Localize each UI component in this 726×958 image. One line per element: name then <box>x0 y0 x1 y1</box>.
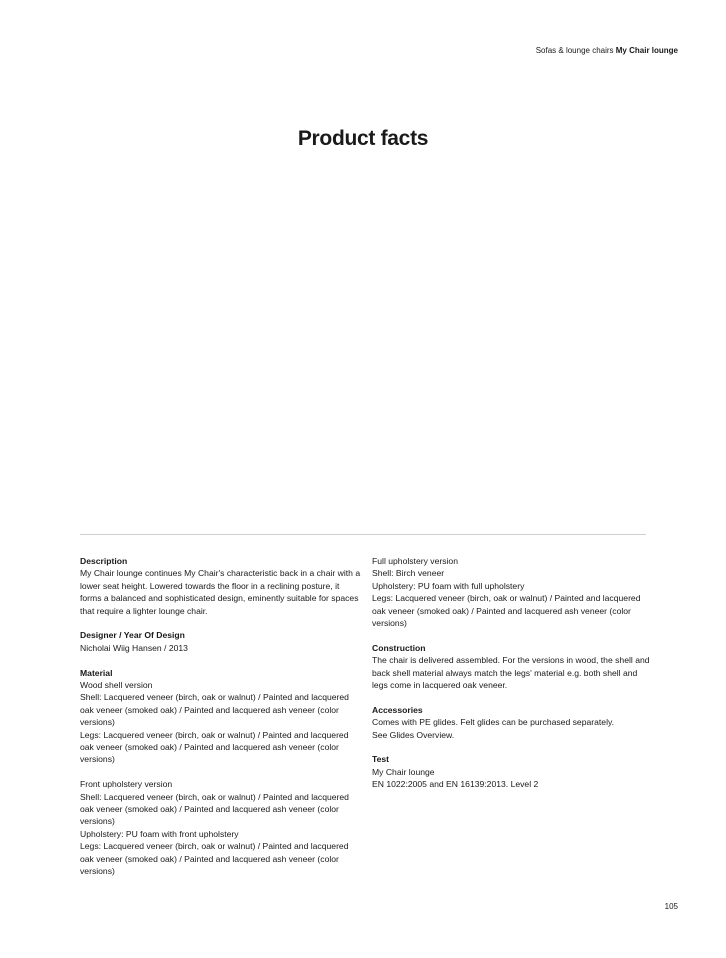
material-front-title: Front upholstery version <box>80 779 173 790</box>
test-product: My Chair lounge <box>372 766 435 777</box>
full-upholstery-upholstery: Upholstery: PU foam with full upholstery <box>372 580 525 591</box>
designer-heading: Designer / Year Of Design <box>80 630 185 641</box>
description-section <box>80 555 362 617</box>
material-front-section <box>80 778 362 877</box>
material-front-upholstery: Upholstery: PU foam with front upholstery <box>80 828 239 839</box>
material-wood-legs: Legs: Lacquered veneer (birch, oak or walnut) / Painted and lacquered oak veneer (smoked oak) / Painted and lacquered ash veneer (color versions) <box>80 729 349 765</box>
accessories-section <box>372 704 654 741</box>
designer-text: Nicholai Wiig Hansen / 2013 <box>80 642 188 653</box>
test-standard: EN 1022:2005 and EN 16139:2013. Level 2 <box>372 779 539 790</box>
description-text: My Chair lounge continues My Chair's characteristic back in a chair with a lower seat height. Lowered towards the floor in a reclining posture, it forms a balanced and sophisticated design, eminently suitable for spaces that require a lighter lounge chair. <box>80 568 361 616</box>
full-upholstery-shell: Shell: Birch veneer <box>372 568 445 579</box>
breadcrumb-category: Sofas & lounge chairs <box>535 46 614 55</box>
material-wood-title: Wood shell version <box>80 680 153 691</box>
test-heading: Test <box>372 754 390 765</box>
construction-heading: Construction <box>372 642 426 653</box>
breadcrumb-product: My Chair lounge <box>615 46 678 55</box>
accessories-heading: Accessories <box>372 704 423 715</box>
accessories-text: Comes with PE glides. Felt glides can be purchased separately. <box>372 717 615 728</box>
designer-section <box>80 629 362 654</box>
material-heading: Material <box>80 667 113 678</box>
test-section <box>372 753 654 790</box>
section-divider <box>80 534 646 535</box>
left-column <box>80 555 362 890</box>
breadcrumb <box>536 46 678 55</box>
construction-section <box>372 642 654 692</box>
page-title: Product facts <box>297 127 429 150</box>
full-upholstery-section <box>372 555 654 629</box>
full-upholstery-title: Full upholstery version <box>372 556 458 566</box>
right-column <box>372 555 654 803</box>
material-wood-shell: Shell: Lacquered veneer (birch, oak or walnut) / Painted and lacquered oak veneer (smoked oak) / Painted and lacquered ash veneer (color versions) <box>80 692 349 728</box>
full-upholstery-legs: Legs: Lacquered veneer (birch, oak or walnut) / Painted and lacquered oak veneer (smoked oak) / Painted and lacquered ash veneer (color versions) <box>372 593 641 629</box>
accessories-link: See Glides Overview. <box>372 729 455 740</box>
page-number: 105 <box>664 902 678 911</box>
description-heading: Description <box>80 556 128 566</box>
construction-text: The chair is delivered assembled. For the versions in wood, the shell and back shell material always match the legs' material e.g. both shell and legs come in lacquered oak veneer. <box>372 655 650 691</box>
material-front-shell: Shell: Lacquered veneer (birch, oak or walnut) / Painted and lacquered oak veneer (smoked oak) / Painted and lacquered ash veneer (color versions) <box>80 791 349 827</box>
material-section <box>80 667 362 766</box>
material-front-legs: Legs: Lacquered veneer (birch, oak or walnut) / Painted and lacquered oak veneer (smoked oak) / Painted and lacquered ash veneer (color versions) <box>80 841 349 877</box>
